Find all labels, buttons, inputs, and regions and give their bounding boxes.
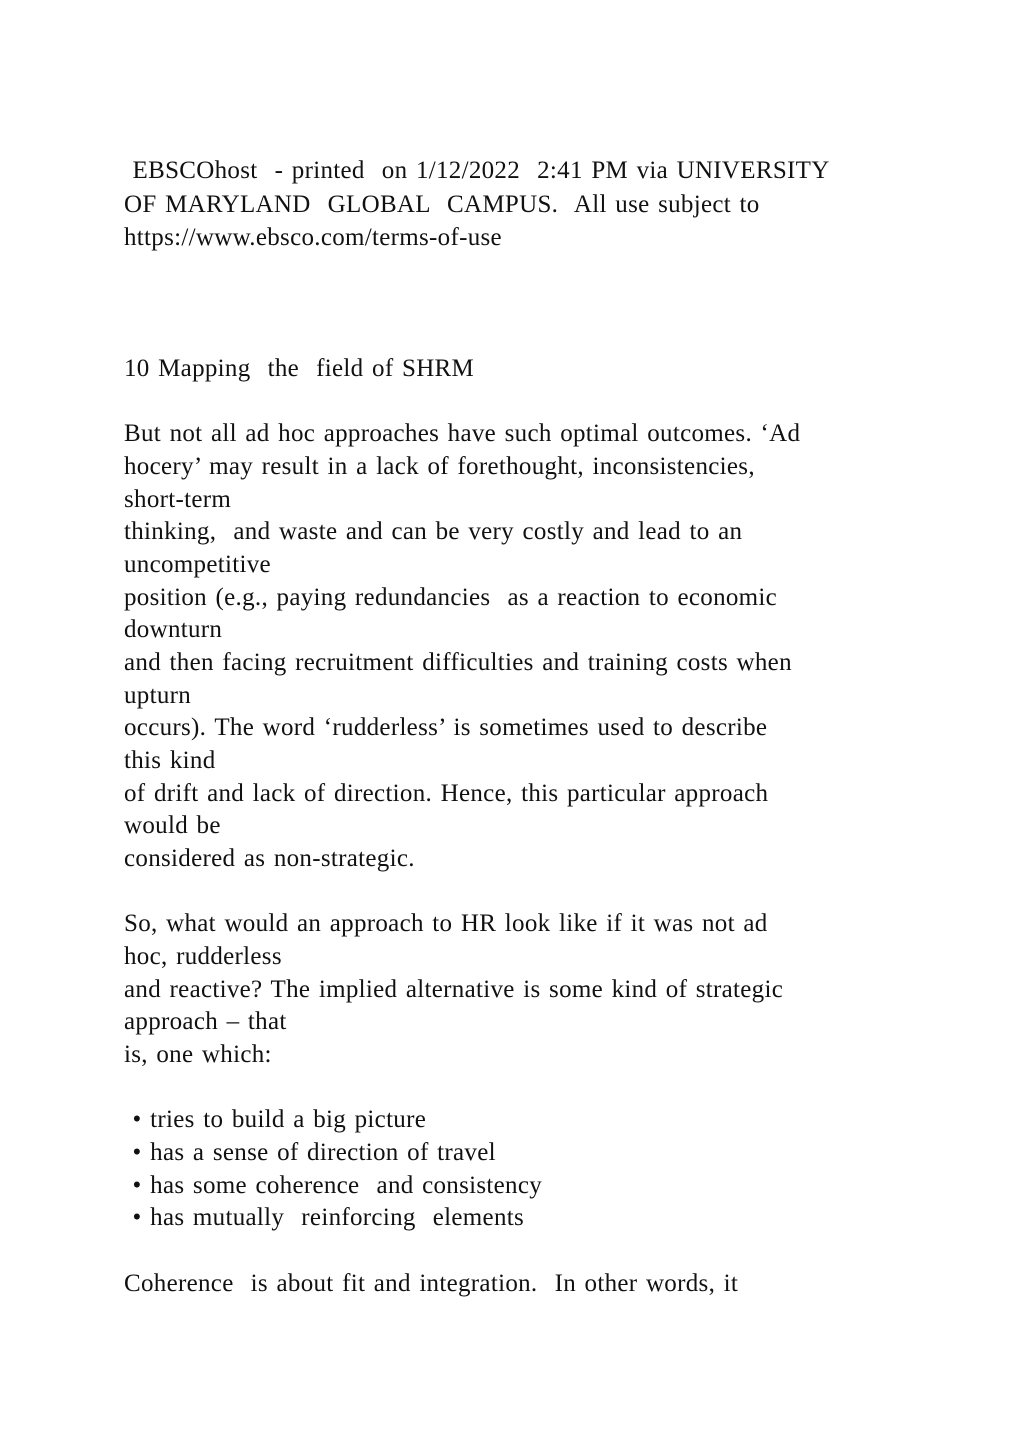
paragraph-line: position (e.g., paying redundancies as a reaction to economic xyxy=(124,584,778,611)
bullet-item: • has some coherence and consistency xyxy=(124,1172,543,1199)
bullet-item: • has a sense of direction of travel xyxy=(124,1139,496,1166)
paragraph-line: downturn xyxy=(124,616,223,643)
paragraph-line: So, what would an approach to HR look like if it was not ad xyxy=(124,910,768,937)
bullet-item: • has mutually reinforcing elements xyxy=(124,1204,525,1231)
paragraph-line: upturn xyxy=(124,682,192,709)
paragraph-line: uncompetitive xyxy=(124,551,271,578)
paragraph-line: thinking, and waste and can be very costly and lead to an xyxy=(124,518,743,545)
paragraph-line: approach – that xyxy=(124,1008,287,1035)
header-line: https://www.ebsco.com/terms-of-use xyxy=(124,224,502,251)
paragraph-line: would be xyxy=(124,812,221,839)
paragraph-line: and reactive? The implied alternative is some kind of strategic xyxy=(124,976,784,1003)
paragraph-line: of drift and lack of direction. Hence, this particular approach xyxy=(124,780,769,807)
header-line: OF MARYLAND GLOBAL CAMPUS. All use subject to xyxy=(124,191,760,218)
paragraph-line: Coherence is about fit and integration. In other words, it xyxy=(124,1270,739,1297)
paragraph-line: hoc, rudderless xyxy=(124,943,282,970)
paragraph-line: occurs). The word ‘rudderless’ is sometimes used to describe xyxy=(124,714,768,741)
section-title: 10 Mapping the field of SHRM xyxy=(124,355,475,382)
bullet-item: • tries to build a big picture xyxy=(124,1106,427,1133)
paragraph-line: and then facing recruitment difficulties and training costs when xyxy=(124,649,792,676)
paragraph-line: hocery’ may result in a lack of forethought, inconsistencies, xyxy=(124,453,755,480)
header-line: EBSCOhost - printed on 1/12/2022 2:41 PM via UNIVERSITY xyxy=(124,157,830,184)
paragraph-line: this kind xyxy=(124,747,216,774)
paragraph-line: considered as non-strategic. xyxy=(124,845,415,872)
paragraph-line: But not all ad hoc approaches have such optimal outcomes. ‘Ad xyxy=(124,420,801,447)
paragraph-line: short-term xyxy=(124,486,232,513)
paragraph-line: is, one which: xyxy=(124,1041,272,1068)
